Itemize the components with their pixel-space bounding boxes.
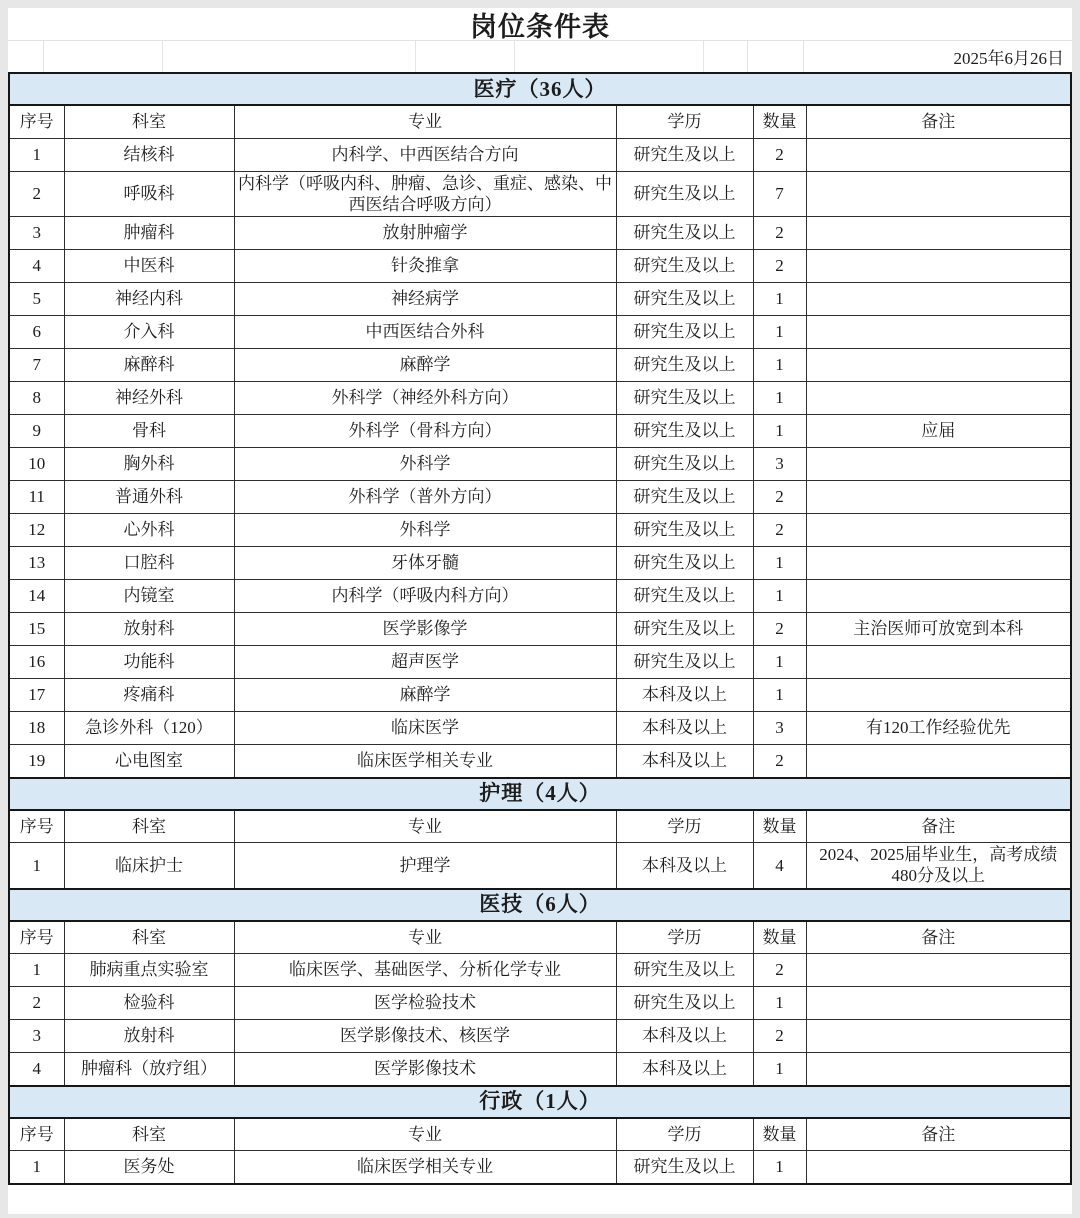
education-cell: 研究生及以上: [616, 316, 753, 349]
column-header: 学历: [616, 810, 753, 843]
row-no: 12: [9, 514, 64, 547]
row-no: 10: [9, 448, 64, 481]
major-cell: 医学影像技术: [234, 1053, 616, 1086]
education-cell: 研究生及以上: [616, 415, 753, 448]
quantity-cell: 1: [753, 580, 806, 613]
remark-cell: [806, 481, 1071, 514]
department-cell: 结核科: [64, 138, 234, 171]
row-no: 1: [9, 138, 64, 171]
major-cell: 医学影像学: [234, 613, 616, 646]
education-cell: 研究生及以上: [616, 954, 753, 987]
date-label: 2025年6月26日: [953, 49, 1064, 68]
row-no: 18: [9, 712, 64, 745]
quantity-cell: 2: [753, 217, 806, 250]
quantity-cell: 1: [753, 349, 806, 382]
row-no: 15: [9, 613, 64, 646]
education-cell: 研究生及以上: [616, 613, 753, 646]
column-header-row: [9, 810, 1071, 843]
row-no: 4: [9, 1053, 64, 1086]
major-cell: 护理学: [234, 843, 616, 889]
quantity-cell: 1: [753, 283, 806, 316]
department-cell: 呼吸科: [64, 171, 234, 217]
major-cell: 麻醉学: [234, 349, 616, 382]
remark-cell: 2024、2025届毕业生，高考成绩480分及以上: [806, 843, 1071, 889]
major-cell: 麻醉学: [234, 679, 616, 712]
department-cell: 口腔科: [64, 547, 234, 580]
department-cell: 介入科: [64, 316, 234, 349]
column-header: 学历: [616, 105, 753, 138]
table-row: [9, 250, 1071, 283]
major-cell: 医学检验技术: [234, 987, 616, 1020]
remark-cell: [806, 448, 1071, 481]
row-no: 7: [9, 349, 64, 382]
quantity-cell: 1: [753, 547, 806, 580]
remark-cell: [806, 382, 1071, 415]
education-cell: 研究生及以上: [616, 514, 753, 547]
education-cell: 研究生及以上: [616, 171, 753, 217]
department-cell: 放射科: [64, 1020, 234, 1053]
column-header: 备注: [806, 105, 1071, 138]
remark-cell: [806, 1151, 1071, 1184]
column-header: 科室: [64, 921, 234, 954]
major-cell: 内科学（呼吸内科方向）: [234, 580, 616, 613]
department-cell: 神经外科: [64, 382, 234, 415]
column-header-row: [9, 1118, 1071, 1151]
table-row: [9, 217, 1071, 250]
column-header: 科室: [64, 1118, 234, 1151]
table-row: [9, 349, 1071, 382]
table-row: [9, 745, 1071, 778]
row-no: 1: [9, 843, 64, 889]
quantity-cell: 2: [753, 1020, 806, 1053]
table-row: [9, 514, 1071, 547]
table-row: [9, 1053, 1071, 1086]
major-cell: 内科学（呼吸内科、肿瘤、急诊、重症、感染、中西医结合呼吸方向）: [234, 171, 616, 217]
faint-gridline: [514, 41, 515, 72]
faint-gridline: [803, 41, 804, 72]
title-row: [8, 8, 1072, 40]
major-cell: 外科学（普外方向）: [234, 481, 616, 514]
column-header: 序号: [9, 810, 64, 843]
remark-cell: [806, 954, 1071, 987]
department-cell: 放射科: [64, 613, 234, 646]
table-row: [9, 679, 1071, 712]
remark-cell: [806, 580, 1071, 613]
major-cell: 超声医学: [234, 646, 616, 679]
column-header: 科室: [64, 810, 234, 843]
education-cell: 研究生及以上: [616, 580, 753, 613]
education-cell: 研究生及以上: [616, 250, 753, 283]
table-row: [9, 1151, 1071, 1184]
table-row: [9, 1020, 1071, 1053]
department-cell: 检验科: [64, 987, 234, 1020]
department-cell: 骨科: [64, 415, 234, 448]
table-head-area: [8, 8, 1072, 72]
quantity-cell: 1: [753, 382, 806, 415]
remark-cell: [806, 250, 1071, 283]
column-header: 专业: [234, 921, 616, 954]
remark-cell: [806, 679, 1071, 712]
quantity-cell: 2: [753, 954, 806, 987]
column-header: 科室: [64, 105, 234, 138]
faint-gridline: [43, 41, 44, 72]
section-title: 医技（6人）: [9, 889, 1071, 921]
education-cell: 研究生及以上: [616, 217, 753, 250]
education-cell: 研究生及以上: [616, 138, 753, 171]
table-row: [9, 283, 1071, 316]
row-no: 1: [9, 1151, 64, 1184]
major-cell: 中西医结合外科: [234, 316, 616, 349]
department-cell: 疼痛科: [64, 679, 234, 712]
column-header-row: [9, 921, 1071, 954]
positions-table: [8, 72, 1072, 1185]
remark-cell: [806, 547, 1071, 580]
education-cell: 研究生及以上: [616, 987, 753, 1020]
table-row: [9, 481, 1071, 514]
column-header: 备注: [806, 921, 1071, 954]
section-header-row: [9, 889, 1071, 921]
table-row: [9, 843, 1071, 889]
table-row: [9, 316, 1071, 349]
column-header: 数量: [753, 921, 806, 954]
quantity-cell: 7: [753, 171, 806, 217]
major-cell: 牙体牙髓: [234, 547, 616, 580]
quantity-cell: 1: [753, 316, 806, 349]
column-header: 序号: [9, 105, 64, 138]
quantity-cell: 4: [753, 843, 806, 889]
remark-cell: [806, 646, 1071, 679]
education-cell: 研究生及以上: [616, 646, 753, 679]
column-header: 专业: [234, 105, 616, 138]
remark-cell: [806, 138, 1071, 171]
education-cell: 本科及以上: [616, 1053, 753, 1086]
table-row: [9, 415, 1071, 448]
education-cell: 研究生及以上: [616, 1151, 753, 1184]
education-cell: 研究生及以上: [616, 349, 753, 382]
major-cell: 外科学: [234, 514, 616, 547]
date-row: [8, 40, 1072, 72]
section-header-row: [9, 778, 1071, 810]
section-title: 护理（4人）: [9, 778, 1071, 810]
section-title: 医疗（36人）: [9, 73, 1071, 105]
department-cell: 肿瘤科（放疗组）: [64, 1053, 234, 1086]
major-cell: 临床医学: [234, 712, 616, 745]
education-cell: 本科及以上: [616, 843, 753, 889]
department-cell: 心电图室: [64, 745, 234, 778]
major-cell: 外科学（骨科方向）: [234, 415, 616, 448]
column-header: 备注: [806, 810, 1071, 843]
remark-cell: [806, 349, 1071, 382]
table-row: [9, 382, 1071, 415]
row-no: 2: [9, 171, 64, 217]
remark-cell: [806, 316, 1071, 349]
department-cell: 中医科: [64, 250, 234, 283]
quantity-cell: 3: [753, 448, 806, 481]
remark-cell: [806, 514, 1071, 547]
quantity-cell: 2: [753, 481, 806, 514]
row-no: 5: [9, 283, 64, 316]
column-header: 数量: [753, 810, 806, 843]
remark-cell: 主治医师可放宽到本科: [806, 613, 1071, 646]
department-cell: 肿瘤科: [64, 217, 234, 250]
quantity-cell: 1: [753, 987, 806, 1020]
table-row: [9, 954, 1071, 987]
table-row: [9, 448, 1071, 481]
table-row: [9, 712, 1071, 745]
column-header: 专业: [234, 810, 616, 843]
column-header-row: [9, 105, 1071, 138]
remark-cell: 应届: [806, 415, 1071, 448]
remark-cell: [806, 745, 1071, 778]
row-no: 2: [9, 987, 64, 1020]
page-title: 岗位条件表: [470, 11, 610, 42]
row-no: 13: [9, 547, 64, 580]
row-no: 17: [9, 679, 64, 712]
remark-cell: [806, 1053, 1071, 1086]
quantity-cell: 2: [753, 745, 806, 778]
department-cell: 功能科: [64, 646, 234, 679]
table-row: [9, 547, 1071, 580]
row-no: 4: [9, 250, 64, 283]
major-cell: 外科学（神经外科方向）: [234, 382, 616, 415]
section-title: 行政（1人）: [9, 1086, 1071, 1118]
faint-gridline: [703, 41, 704, 72]
column-header: 序号: [9, 1118, 64, 1151]
column-header: 备注: [806, 1118, 1071, 1151]
major-cell: 神经病学: [234, 283, 616, 316]
faint-gridline: [415, 41, 416, 72]
education-cell: 本科及以上: [616, 712, 753, 745]
remark-cell: [806, 171, 1071, 217]
row-no: 14: [9, 580, 64, 613]
column-header: 专业: [234, 1118, 616, 1151]
department-cell: 神经内科: [64, 283, 234, 316]
row-no: 11: [9, 481, 64, 514]
department-cell: 心外科: [64, 514, 234, 547]
column-header: 学历: [616, 1118, 753, 1151]
column-header: 数量: [753, 105, 806, 138]
department-cell: 胸外科: [64, 448, 234, 481]
quantity-cell: 3: [753, 712, 806, 745]
education-cell: 本科及以上: [616, 679, 753, 712]
quantity-cell: 2: [753, 514, 806, 547]
faint-gridline: [747, 41, 748, 72]
row-no: 9: [9, 415, 64, 448]
education-cell: 研究生及以上: [616, 481, 753, 514]
table-row: [9, 613, 1071, 646]
major-cell: 临床医学、基础医学、分析化学专业: [234, 954, 616, 987]
department-cell: 肺病重点实验室: [64, 954, 234, 987]
row-no: 8: [9, 382, 64, 415]
row-no: 19: [9, 745, 64, 778]
education-cell: 本科及以上: [616, 1020, 753, 1053]
faint-gridline: [162, 41, 163, 72]
quantity-cell: 1: [753, 646, 806, 679]
section-header-row: [9, 73, 1071, 105]
column-header: 序号: [9, 921, 64, 954]
row-no: 6: [9, 316, 64, 349]
department-cell: 麻醉科: [64, 349, 234, 382]
department-cell: 内镜室: [64, 580, 234, 613]
major-cell: 内科学、中西医结合方向: [234, 138, 616, 171]
major-cell: 外科学: [234, 448, 616, 481]
major-cell: 医学影像技术、核医学: [234, 1020, 616, 1053]
remark-cell: [806, 217, 1071, 250]
table-row: [9, 646, 1071, 679]
major-cell: 临床医学相关专业: [234, 745, 616, 778]
remark-cell: [806, 1020, 1071, 1053]
quantity-cell: 1: [753, 679, 806, 712]
row-no: 1: [9, 954, 64, 987]
table-row: [9, 987, 1071, 1020]
department-cell: 医务处: [64, 1151, 234, 1184]
row-no: 3: [9, 1020, 64, 1053]
education-cell: 研究生及以上: [616, 382, 753, 415]
department-cell: 普通外科: [64, 481, 234, 514]
major-cell: 临床医学相关专业: [234, 1151, 616, 1184]
quantity-cell: 1: [753, 1053, 806, 1086]
education-cell: 研究生及以上: [616, 547, 753, 580]
quantity-cell: 1: [753, 1151, 806, 1184]
major-cell: 放射肿瘤学: [234, 217, 616, 250]
education-cell: 研究生及以上: [616, 448, 753, 481]
quantity-cell: 2: [753, 613, 806, 646]
remark-cell: [806, 283, 1071, 316]
table-row: [9, 171, 1071, 217]
column-header: 学历: [616, 921, 753, 954]
row-no: 16: [9, 646, 64, 679]
spreadsheet-page: [8, 8, 1072, 1214]
section-header-row: [9, 1086, 1071, 1118]
quantity-cell: 1: [753, 415, 806, 448]
remark-cell: 有120工作经验优先: [806, 712, 1071, 745]
education-cell: 研究生及以上: [616, 283, 753, 316]
education-cell: 本科及以上: [616, 745, 753, 778]
table-row: [9, 138, 1071, 171]
department-cell: 临床护士: [64, 843, 234, 889]
department-cell: 急诊外科（120）: [64, 712, 234, 745]
quantity-cell: 2: [753, 138, 806, 171]
major-cell: 针灸推拿: [234, 250, 616, 283]
quantity-cell: 2: [753, 250, 806, 283]
column-header: 数量: [753, 1118, 806, 1151]
table-row: [9, 580, 1071, 613]
remark-cell: [806, 987, 1071, 1020]
row-no: 3: [9, 217, 64, 250]
